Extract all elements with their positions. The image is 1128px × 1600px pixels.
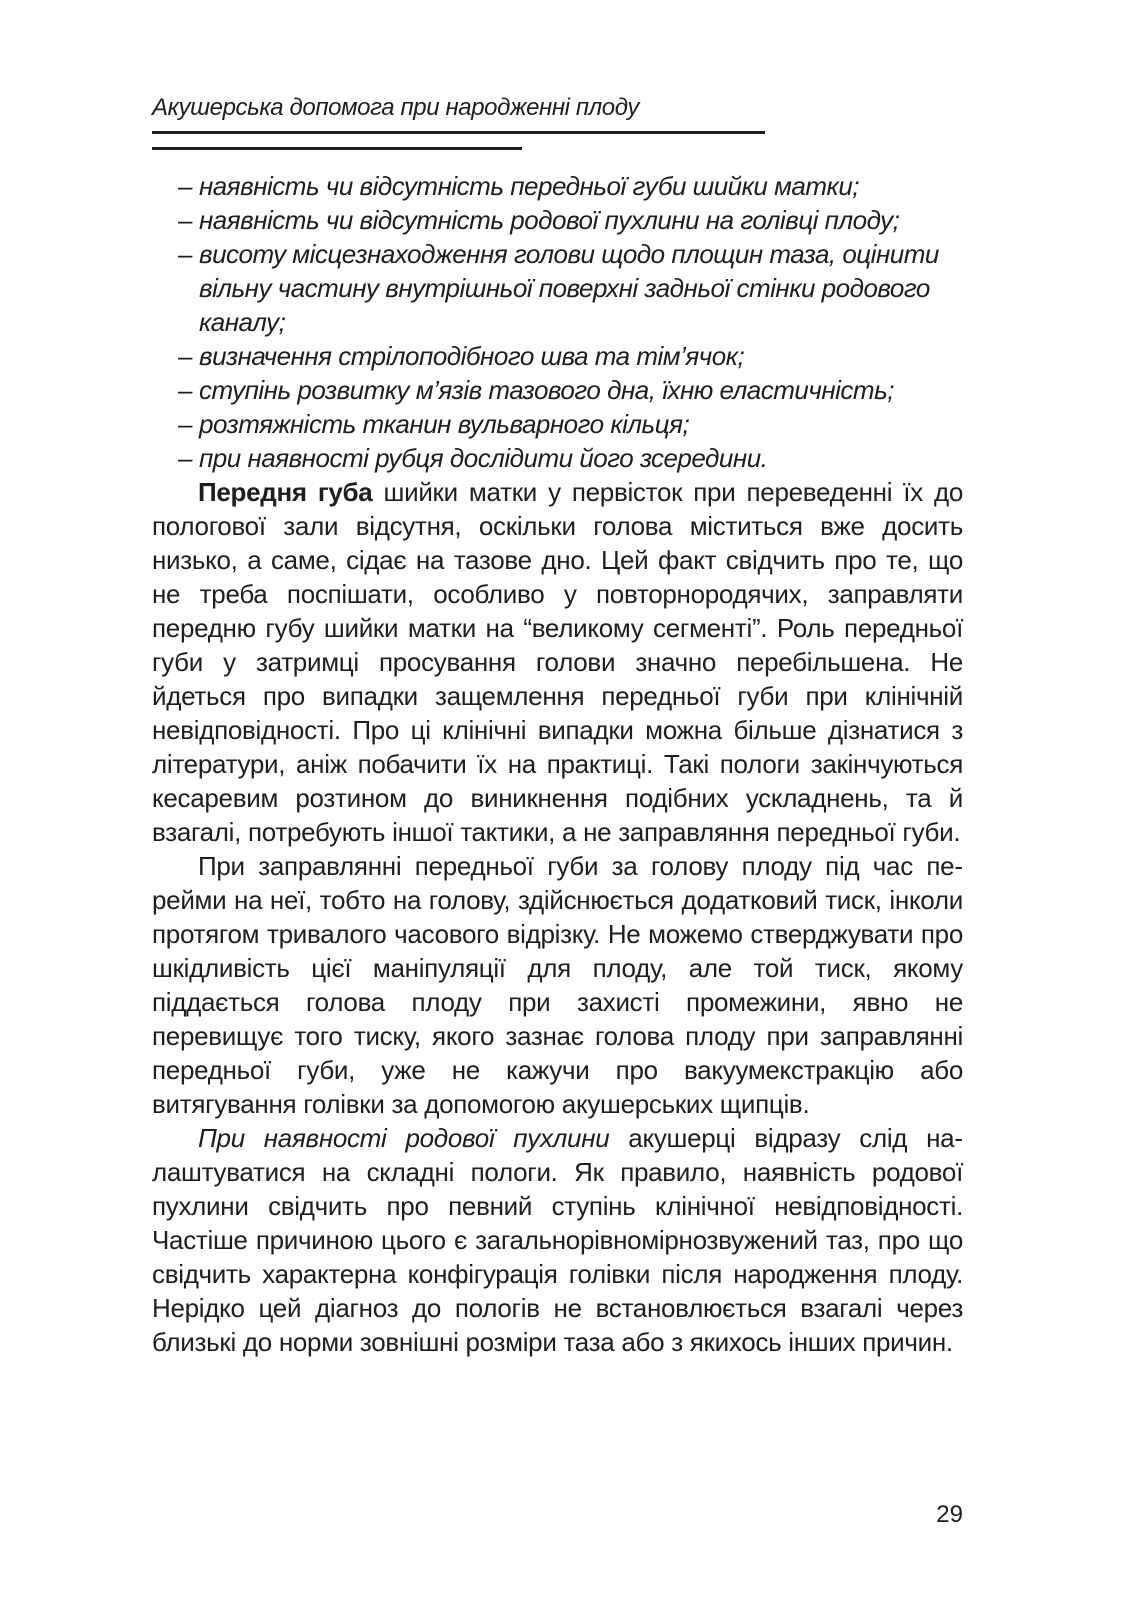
list-item — [178, 339, 968, 373]
list-item-text: наявність чи відсутність передньої губи шийки матки; — [199, 171, 860, 201]
list-dash: – — [178, 171, 192, 201]
list-item-text: розтяжність тканин вульварного кільця; — [199, 409, 690, 439]
list-item — [178, 373, 968, 407]
list-dash: – — [178, 375, 192, 405]
paragraph-text: акушерці відразу слід налаштуватися на складні пологи. Як правило, наявність родової пухлини свідчить про певний ступінь клінічної невідповідності. Частіше причиною цього є загальнорівномірнозвужений таз, про що свідчить характерна конфігурація голівки після народження плоду. Нерідко цей діагноз до пологів не встановлюється взагалі через близькі до норми зовнішні розміри таза або з якихось інших причин. — [152, 1123, 963, 1357]
paragraph-lead-bold: Передня губа — [198, 477, 373, 507]
running-head-title: Акушерська допомога при народженні плоду — [152, 94, 639, 121]
list-item — [178, 169, 968, 203]
paragraph-anterior-lip — [152, 475, 963, 849]
list-dash: – — [178, 239, 192, 269]
list-item — [178, 441, 968, 475]
list-item-text: ступінь розвитку м’язів тазового дна, їхню еластичність; — [199, 375, 894, 405]
list-dash: – — [178, 205, 192, 235]
list-item — [178, 237, 968, 339]
list-dash: – — [178, 341, 192, 371]
list-item-text: висоту місцезнаходження голови щодо площин таза, оцінити вільну частину внутрішньої поверхні задньої стінки родового каналу; — [199, 239, 939, 337]
list-item-text: наявність чи відсутність родової пухлини на голівці плоду; — [199, 205, 900, 235]
header-rule-short — [152, 147, 522, 150]
paragraph-text: При заправлянні передньої губи за голову плоду під час перейми на неї, тобто на голову, здійснюється додатковий тиск, інколи протягом тривалого часового відрізку. Не можемо стверджувати про шкідливість цієї маніпуляції для плоду, але той тиск, якому піддається голова плоду при захисті промежини, явно не перевищує того тиску, якого зазнає голова плоду при заправлянні передньої губи, уже не кажучи про вакуумекстракцію або витягування голівки за допомогою акушерських щипців. — [152, 851, 963, 1119]
paragraph-text: шийки матки у первісток при переведенні їх до пологової зали відсутня, оскільки голова міститься вже досить низько, а саме, сідає на тазове дно. Цей факт свідчить про те, що не треба поспішати, особливо у повторнородячих, заправляти передню губу шийки матки на “великому сегменті”. Роль передньої губи у затримці просування голови значно перебільшена. Не йдеться про випадки защемлення передньої губи при клінічній невідповідності. Про ці клінічні випадки можна більше дізнатися з літератури, аніж побачити їх на практиці. Такі пологи закінчуються кесаревим розтином до виникнення подібних ускладнень, та й взагалі, потребують іншої тактики, а не заправляння передньої губи. — [152, 477, 964, 847]
paragraph-birth-tumor — [152, 1121, 963, 1359]
header-rule-long — [152, 131, 765, 134]
paragraph-lead-italic: При наявності родової пухлини — [198, 1123, 610, 1153]
examination-checklist — [178, 169, 968, 475]
list-item-text: при наявності рубця дослідити його зсередини. — [199, 443, 768, 473]
paragraph-tucking-pressure — [152, 849, 963, 1121]
list-item-text: визначення стрілоподібного шва та тім’ячок; — [199, 341, 745, 371]
list-item — [178, 203, 968, 237]
list-dash: – — [178, 443, 192, 473]
body-text — [152, 475, 963, 1359]
list-item — [178, 407, 968, 441]
page-number: 29 — [936, 1501, 963, 1528]
list-dash: – — [178, 409, 192, 439]
